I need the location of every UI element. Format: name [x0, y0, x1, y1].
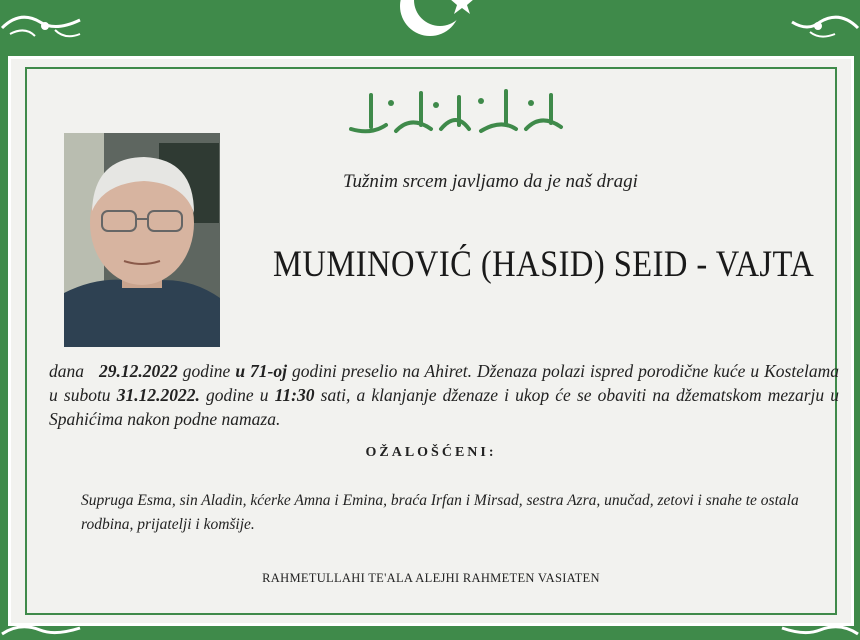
obituary-frame: [8, 56, 854, 626]
funeral-date: 31.12.2022.: [116, 385, 200, 405]
mourners-list: Supruga Esma, sin Aladin, kćerke Amna i Emina, braća Irfan i Mirsad, sestra Azra, unučad, zetovi i snahe te ostala rodbina, prijatelji i komšije.: [81, 492, 799, 533]
death-date: 29.12.2022: [98, 361, 178, 381]
intro-text: Tužnim srcem javljamo da je naš dragi: [343, 171, 638, 192]
deceased-name: MUMINOVIĆ (HASID) SEID - VAJTA: [273, 244, 815, 285]
crescent-star-icon: [392, 0, 482, 42]
mourners-heading: OŽALOŠĆENI:: [365, 445, 497, 460]
floral-ornament-icon: [790, 6, 860, 46]
arabic-calligraphy-image: [341, 85, 571, 141]
funeral-time: 11:30: [274, 385, 315, 405]
floral-ornament-icon: [0, 6, 90, 46]
deceased-portrait-photo: [64, 133, 220, 347]
age: u 71-oj: [235, 361, 287, 381]
announcement-body: dana 29.12.2022 godine u 71-oj godini preselio na Ahiret. Dženaza polazi ispred porodične kuće u Kostelama u subotu 31.12.2022. godine u 11:30 sati, a klanjanje dženaze i ukop će se obaviti na džematskom mezarju u Spahićima nakon podne namaza.: [49, 361, 840, 429]
closing-prayer: RAHMETULLAHI TE'ALA ALEJHI RAHMETEN VASIATEN: [262, 571, 600, 585]
